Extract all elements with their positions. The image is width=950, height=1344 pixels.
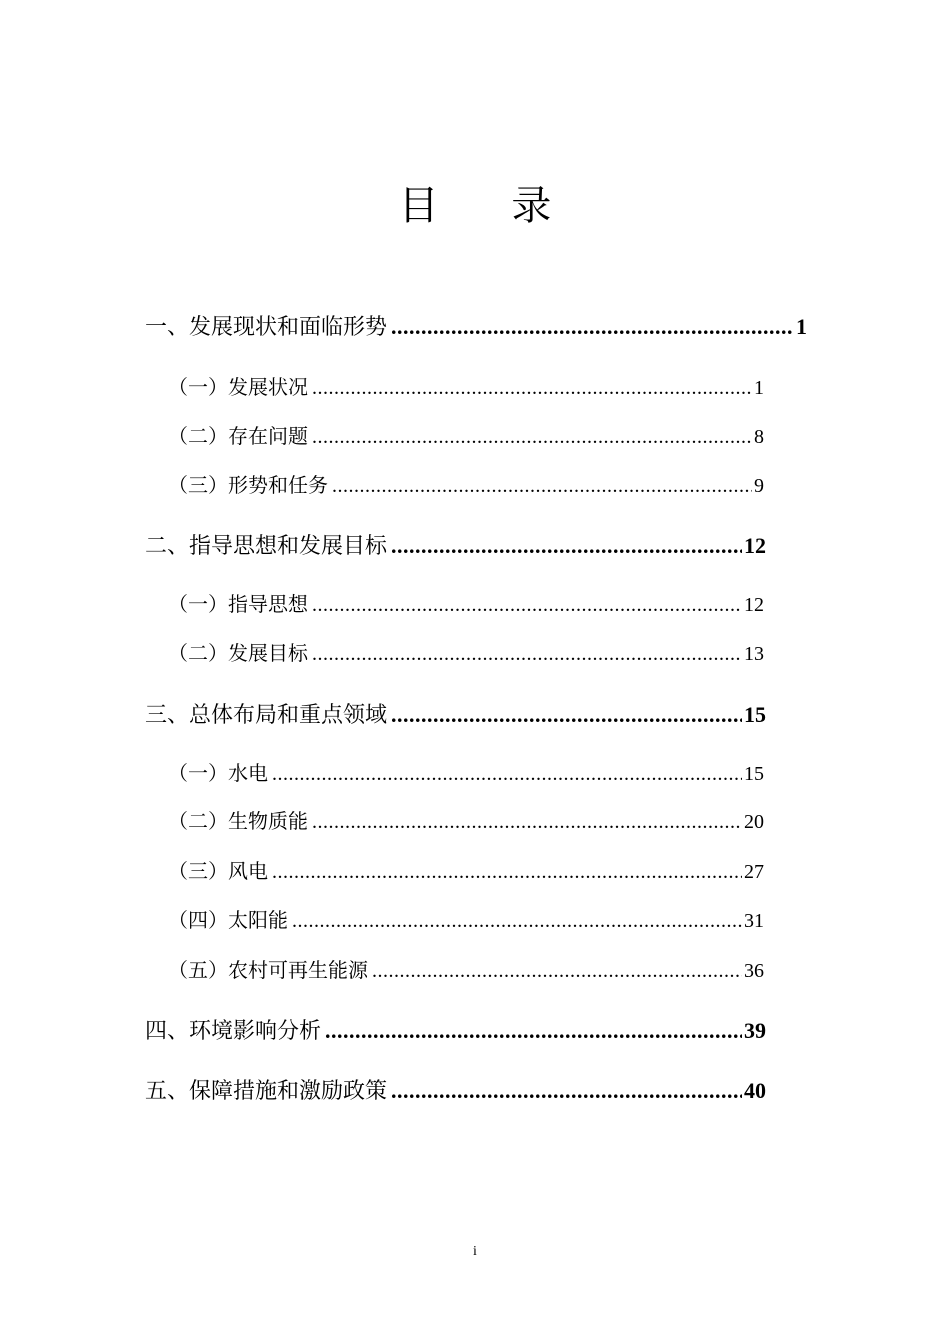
toc-leader-dots [332,471,752,501]
toc-entry-text: （二）生物质能 [168,809,308,833]
page-title: 目 录 [398,183,582,229]
toc-entry-section-1[interactable] [145,311,807,344]
toc-entry-section-3[interactable] [145,699,766,732]
toc-entry-text: 二、指导思想和发展目标 [145,534,388,559]
footer-page-number: i [473,1244,477,1259]
toc-entry-section-4[interactable] [145,1015,766,1048]
toc-leader-dots [272,759,742,789]
toc-page-number: 15 [744,702,766,727]
toc-page-number: 39 [744,1018,766,1043]
toc-page-number: 13 [744,643,764,665]
toc-entry-text: （五）农村可再生能源 [168,958,368,982]
toc-page-number: 36 [744,960,764,982]
toc-leader-dots [391,699,742,731]
toc-entry-text: （二）存在问题 [168,424,308,448]
toc-leader-dots [391,530,742,562]
toc-page-number: 31 [744,910,764,932]
toc-entry-section-1-3[interactable] [168,470,764,501]
toc-page-number: 9 [754,475,764,497]
toc-entry-section-1-1[interactable] [168,372,764,403]
toc-page-number: 1 [754,377,764,399]
toc-page-number: 15 [744,763,764,785]
toc-leader-dots [391,1075,742,1107]
toc-page-number: 20 [744,811,764,833]
toc-entry-text: （一）水电 [168,761,268,785]
toc-entry-section-3-2[interactable] [168,806,764,837]
toc-entry-section-1-2[interactable] [168,421,764,452]
toc-entry-section-3-5[interactable] [168,955,764,986]
toc-leader-dots [312,639,742,669]
toc-leader-dots [325,1015,742,1047]
toc-page-number: 1 [796,314,807,339]
toc-page-number: 12 [744,594,764,616]
toc-entry-text: （四）太阳能 [168,908,288,932]
toc-entry-text: 一、发展现状和面临形势 [145,315,388,340]
toc-entry-section-2-1[interactable] [168,589,764,620]
toc-page-number: 8 [754,426,764,448]
toc-leader-dots [312,590,742,620]
toc-leader-dots [292,906,742,936]
toc-page-number: 27 [744,861,764,883]
toc-leader-dots [372,956,742,986]
toc-entry-section-3-3[interactable] [168,856,764,887]
toc-entry-text: （一）发展状况 [168,375,308,399]
toc-leader-dots [391,311,794,343]
toc-leader-dots [312,373,752,403]
toc-entry-section-2-2[interactable] [168,638,764,669]
toc-leader-dots [272,857,742,887]
toc-entry-section-3-1[interactable] [168,758,764,789]
toc-entry-section-5[interactable] [145,1075,766,1108]
toc-entry-text: 三、总体布局和重点领域 [145,703,388,728]
toc-leader-dots [312,807,742,837]
toc-entry-text: （三）形势和任务 [168,473,328,497]
toc-entry-text: （一）指导思想 [168,592,308,616]
toc-leader-dots [312,422,752,452]
toc-entry-text: （三）风电 [168,859,268,883]
toc-entry-text: 五、保障措施和激励政策 [145,1079,388,1104]
toc-entry-text: 四、环境影响分析 [145,1019,322,1044]
toc-page-number: 12 [744,533,766,558]
toc-page-number: 40 [744,1078,766,1103]
toc-entry-text: （二）发展目标 [168,641,308,665]
toc-entry-section-2[interactable] [145,530,766,563]
toc-entry-section-3-4[interactable] [168,905,764,936]
